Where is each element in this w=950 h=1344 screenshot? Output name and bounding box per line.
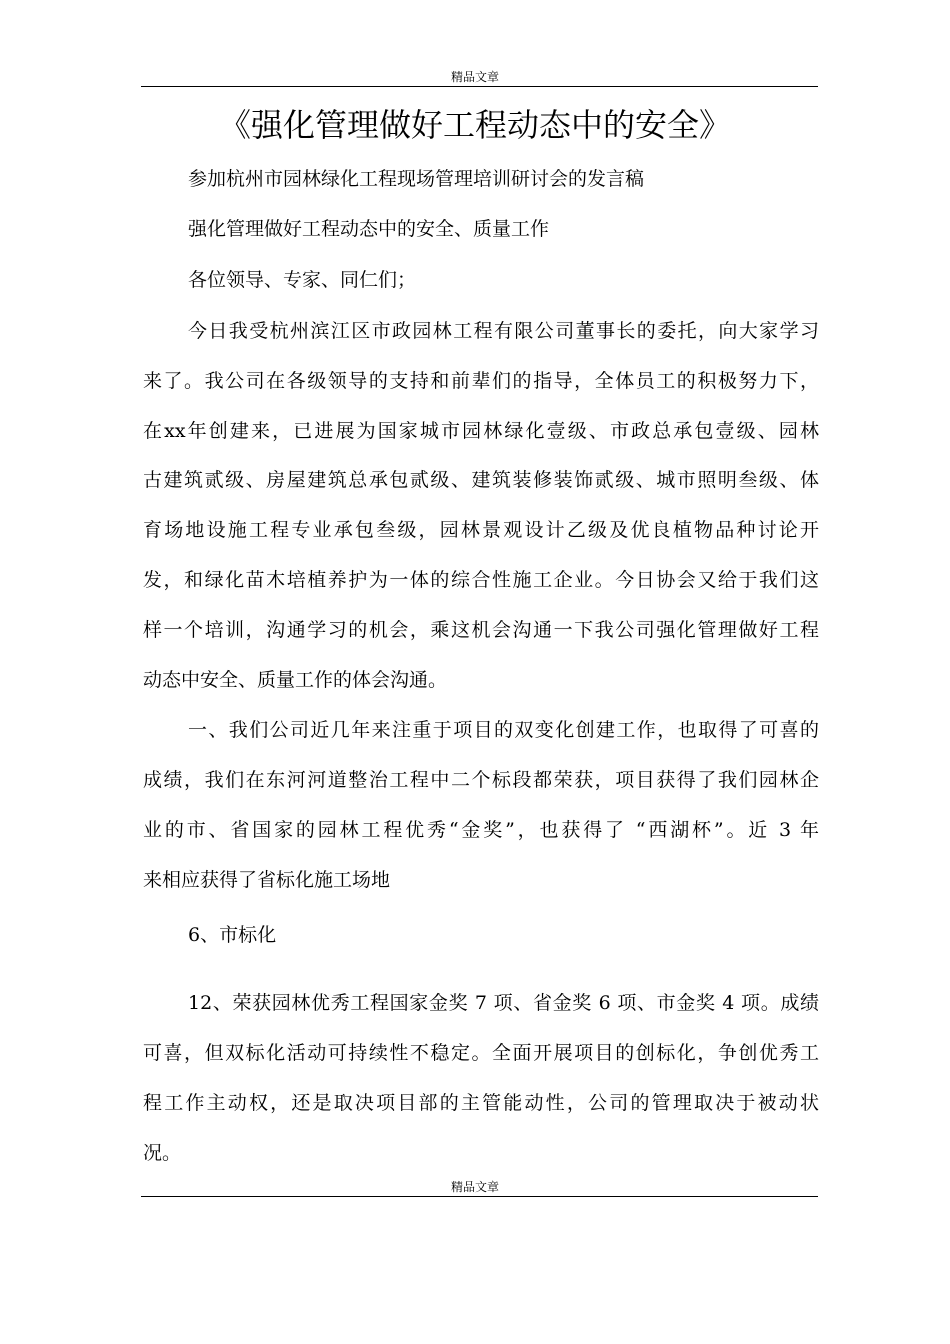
subtitle-line: 强化管理做好工程动态中的安全、质量工作 xyxy=(188,218,550,240)
paragraph-line: 12、荣获园林优秀工程国家金奖 7 项、省金奖 6 项、市金奖 4 项。成绩 xyxy=(188,992,819,1014)
paragraph-line: 在xx年创建来，已进展为国家城市园林绿化壹级、市政总承包壹级、园林 xyxy=(143,420,819,442)
page-footer-label: 精品文章 xyxy=(450,1180,499,1194)
paragraph-line: 业的市、省国家的园林工程优秀“金奖”，也获得了 “西湖杯”。近 3 年 xyxy=(143,819,819,841)
paragraph-line: 来了。我公司在各级领导的支持和前辈们的指导，全体员工的积极努力下， xyxy=(143,370,819,392)
paragraph-line: 成绩，我们在东河河道整治工程中二个标段都荣获，项目获得了我们园林企 xyxy=(143,769,819,791)
salutation-line: 各位领导、专家、同仁们； xyxy=(188,269,417,291)
footer-rule xyxy=(141,1196,818,1197)
paragraph-line: 发，和绿化苗木培植养护为一体的综合性施工企业。今日协会又给于我们这 xyxy=(143,569,819,591)
paragraph-line: 一、我们公司近几年来注重于项目的双变化创建工作，也取得了可喜的 xyxy=(188,719,819,741)
paragraph-line: 今日我受杭州滨江区市政园林工程有限公司董事长的委托，向大家学习 xyxy=(188,320,819,342)
paragraph-line: 况。 xyxy=(143,1142,182,1164)
paragraph-line: 6、市标化 xyxy=(188,924,277,946)
paragraph-line: 样一个培训，沟通学习的机会，乘这机会沟通一下我公司强化管理做好工程 xyxy=(143,619,819,641)
paragraph-line: 育场地设施工程专业承包叁级，园林景观设计乙级及优良植物品种讨论开 xyxy=(143,519,819,541)
paragraph-line: 程工作主动权，还是取决项目部的主管能动性，公司的管理取决于被动状 xyxy=(143,1092,819,1114)
paragraph-line: 来相应获得了省标化施工场地 xyxy=(143,869,391,891)
document-title: 《强化管理做好工程动态中的安全》 xyxy=(218,106,731,144)
page-header-label: 精品文章 xyxy=(450,70,499,84)
header-rule xyxy=(141,86,818,87)
paragraph-line: 动态中安全、质量工作的体会沟通。 xyxy=(143,669,448,691)
subtitle-line: 参加杭州市园林绿化工程现场管理培训研讨会的发言稿 xyxy=(188,168,645,190)
paragraph-line: 可喜，但双标化活动可持续性不稳定。全面开展项目的创标化，争创优秀工 xyxy=(143,1042,819,1064)
paragraph-line: 古建筑贰级、房屋建筑总承包贰级、建筑装修装饰贰级、城市照明叁级、体 xyxy=(143,469,819,491)
